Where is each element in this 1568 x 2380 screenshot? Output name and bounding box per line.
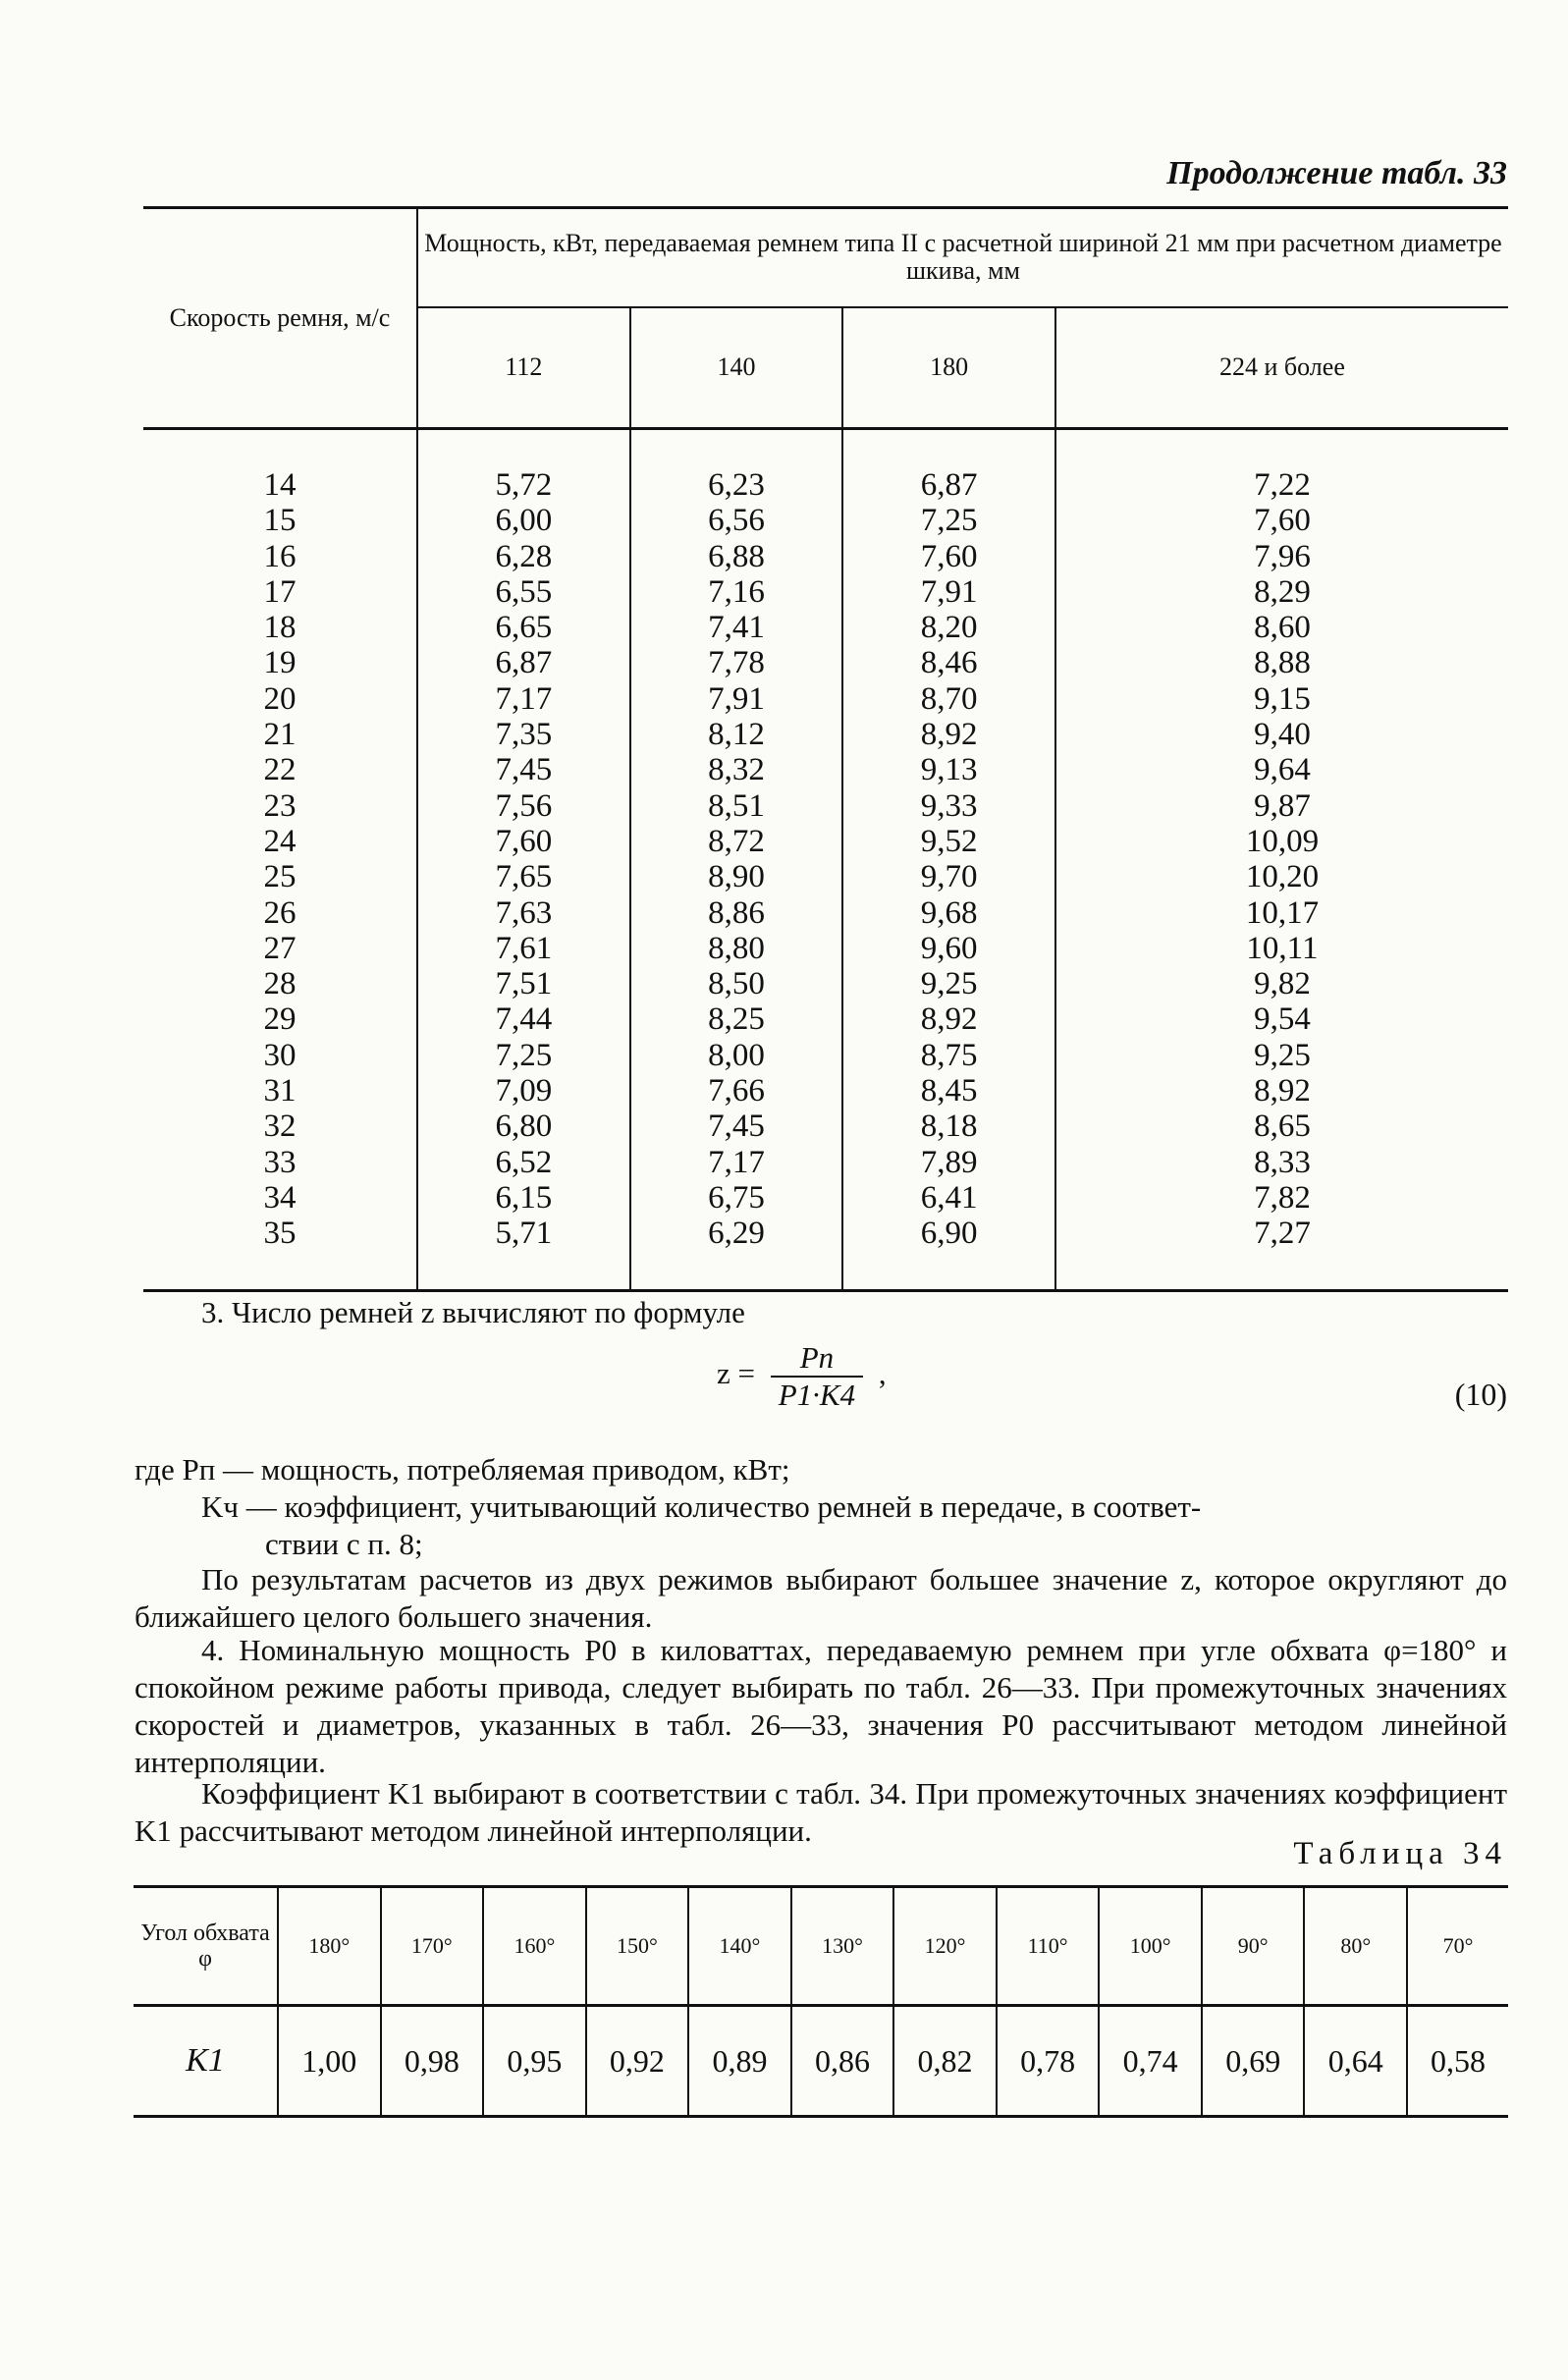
power-cell: 7,17	[630, 1145, 843, 1180]
table-row	[143, 859, 1508, 894]
power-cell: 7,91	[842, 574, 1055, 610]
power-cell: 6,80	[417, 1109, 630, 1144]
power-cell: 8,72	[630, 824, 843, 859]
power-cell: 6,88	[630, 539, 843, 574]
table-row	[143, 610, 1508, 645]
power-cell: 8,20	[842, 610, 1055, 645]
k1-value-cell: 1,00	[278, 2006, 381, 2117]
power-cell: 9,15	[1254, 680, 1311, 717]
power-cell: 7,60	[417, 824, 630, 859]
k1-value-cell: 0,92	[586, 2006, 689, 2117]
speed-cell: 35	[143, 1216, 417, 1290]
power-cell: 6,28	[417, 539, 630, 574]
power-cell: 6,87	[842, 429, 1055, 504]
power-cell: 8,88	[1254, 645, 1311, 681]
angle-cell: 90°	[1202, 1887, 1305, 2006]
speed-header: Скорость ремня, м/с	[143, 208, 417, 429]
angle-cell: 100°	[1099, 1887, 1202, 2006]
power-cell: 8,92	[1254, 1073, 1311, 1109]
speed-cell: 19	[143, 645, 417, 680]
table-34	[134, 1885, 1508, 2118]
power-cell: 6,75	[630, 1180, 843, 1216]
diameter-header: 140	[630, 307, 843, 429]
formula-fraction	[771, 1340, 863, 1413]
k1-value-cell: 0,78	[997, 2006, 1100, 2117]
table-row	[143, 1109, 1508, 1144]
formula-lhs: z =	[717, 1356, 755, 1391]
power-cell: 7,78	[630, 645, 843, 680]
paragraph-4: 4. Номинальную мощность P0 в киловаттах, передаваемую ремнем при угле обхвата φ=180° и спокойном режиме работы привода, следует выбирать по табл. 26—33. При промежуточных значениях скоростей и диаметров, указанных в табл. 26—33, значения P0 рассчитывают методом линейной интерполяции.	[135, 1633, 1507, 1779]
speed-cell: 28	[143, 966, 417, 1001]
power-cell: 7,66	[630, 1073, 843, 1109]
table-row	[143, 717, 1508, 752]
k1-value-cell: 0,82	[893, 2006, 997, 2117]
table-row	[143, 503, 1508, 538]
power-cell: 7,22	[1254, 467, 1311, 503]
speed-cell: 23	[143, 788, 417, 824]
speed-cell: 26	[143, 895, 417, 931]
table-row	[143, 539, 1508, 574]
power-cell: 8,60	[1254, 610, 1311, 646]
power-cell: 5,71	[417, 1216, 630, 1290]
power-cell: 6,00	[417, 503, 630, 538]
table-row	[143, 1145, 1508, 1180]
speed-cell: 14	[143, 429, 417, 504]
speed-cell: 18	[143, 610, 417, 645]
power-cell: 7,89	[842, 1145, 1055, 1180]
power-cell: 9,33	[842, 788, 1055, 824]
power-cell: 9,82	[1254, 966, 1311, 1002]
k1-value-cell: 0,98	[381, 2006, 484, 2117]
power-cell: 8,92	[842, 717, 1055, 752]
power-cell: 7,27	[1254, 1216, 1311, 1252]
table-row	[143, 1073, 1508, 1109]
power-cell: 9,68	[842, 895, 1055, 931]
power-cell: 6,55	[417, 574, 630, 610]
power-cell: 9,60	[842, 931, 1055, 966]
angle-cell: 160°	[483, 1887, 586, 2006]
angle-label: Угол обхвата φ	[134, 1887, 278, 2006]
angle-cell: 140°	[688, 1887, 791, 2006]
table-row	[143, 429, 1508, 504]
power-cell: 7,63	[417, 895, 630, 931]
power-header: Мощность, кВт, передаваемая ремнем типа II с расчетной шириной 21 мм при расчетном диаметре шкива, мм	[417, 208, 1508, 307]
power-cell: 8,80	[630, 931, 843, 966]
power-cell: 6,87	[417, 645, 630, 680]
table-row	[143, 788, 1508, 824]
power-cell: 8,46	[842, 645, 1055, 680]
power-cell: 7,61	[417, 931, 630, 966]
power-cell: 6,15	[417, 1180, 630, 1216]
angle-cell: 150°	[586, 1887, 689, 2006]
power-cell: 8,90	[630, 859, 843, 894]
speed-cell: 30	[143, 1038, 417, 1073]
continuation-title: Продолжение табл. 33	[1166, 155, 1507, 191]
speed-cell: 15	[143, 503, 417, 538]
k1-value-cell: 0,74	[1099, 2006, 1202, 2117]
angle-cell: 180°	[278, 1887, 381, 2006]
speed-cell: 27	[143, 931, 417, 966]
paragraph-3: 3. Число ремней z вычисляют по формуле	[201, 1295, 745, 1329]
speed-cell: 34	[143, 1180, 417, 1216]
speed-cell: 22	[143, 752, 417, 787]
power-cell: 7,96	[1254, 538, 1311, 574]
table-row	[143, 895, 1508, 931]
power-cell: 6,56	[630, 503, 843, 538]
paragraph-results: По результатам расчетов из двух режимов выбирают большее значение z, которое округляют до ближайшего целого большего значения.	[135, 1562, 1507, 1634]
power-cell: 8,45	[842, 1073, 1055, 1109]
equation-number: (10)	[1454, 1377, 1507, 1412]
diameter-header: 224 и более	[1055, 307, 1508, 429]
k1-value-cell: 0,58	[1431, 2042, 1486, 2079]
where-pp: где Pп — мощность, потребляемая приводом, кВт;	[135, 1452, 790, 1487]
power-cell: 8,00	[630, 1038, 843, 1073]
power-cell: 7,25	[417, 1038, 630, 1073]
speed-cell: 17	[143, 574, 417, 610]
power-cell: 7,82	[1254, 1179, 1311, 1216]
table-row	[143, 1038, 1508, 1073]
power-cell: 8,29	[1254, 573, 1311, 610]
table-row	[143, 1180, 1508, 1216]
power-cell: 9,64	[1254, 752, 1311, 788]
power-cell: 9,52	[842, 824, 1055, 859]
power-cell: 8,32	[630, 752, 843, 787]
power-cell: 10,09	[1245, 823, 1320, 859]
power-cell: 10,20	[1245, 859, 1320, 895]
table-row	[143, 752, 1508, 787]
power-cell: 6,90	[842, 1216, 1055, 1290]
power-cell: 8,92	[842, 1001, 1055, 1037]
angle-cell: 70°	[1407, 1887, 1508, 2006]
formula-10	[717, 1340, 887, 1413]
speed-cell: 25	[143, 859, 417, 894]
table-row	[143, 931, 1508, 966]
table-34-k-row	[134, 2006, 1508, 2117]
power-cell: 7,45	[417, 752, 630, 787]
power-cell: 9,54	[1254, 1001, 1311, 1038]
k1-value-cell: 0,69	[1202, 2006, 1305, 2117]
power-cell: 6,52	[417, 1145, 630, 1180]
angle-cell: 130°	[791, 1887, 894, 2006]
speed-cell: 31	[143, 1073, 417, 1109]
power-cell: 8,70	[842, 681, 1055, 717]
angle-cell: 120°	[893, 1887, 997, 2006]
k1-value-cell: 0,86	[791, 2006, 894, 2117]
power-cell: 6,23	[630, 429, 843, 504]
power-cell: 10,11	[1246, 930, 1319, 966]
power-cell: 7,56	[417, 788, 630, 824]
k1-value-cell: 0,89	[688, 2006, 791, 2117]
table-34-header-row	[134, 1887, 1508, 2006]
power-cell: 8,86	[630, 895, 843, 931]
speed-cell: 16	[143, 539, 417, 574]
where-kz-line-2: ствии с п. 8;	[265, 1527, 423, 1561]
k1-value-cell: 0,95	[483, 2006, 586, 2117]
table-33-body	[143, 429, 1508, 1291]
power-cell: 6,41	[842, 1180, 1055, 1216]
power-cell: 9,13	[842, 752, 1055, 787]
table-row	[143, 966, 1508, 1001]
power-cell: 7,09	[417, 1073, 630, 1109]
power-cell: 9,25	[842, 966, 1055, 1001]
power-cell: 7,65	[417, 859, 630, 894]
table-row	[143, 574, 1508, 610]
angle-cell: 170°	[381, 1887, 484, 2006]
formula-numerator: Pп	[771, 1340, 863, 1378]
k1-value-cell: 0,64	[1304, 2006, 1407, 2117]
speed-cell: 33	[143, 1145, 417, 1180]
where-kz-line-1: Kч — коэффициент, учитывающий количество ремней в передаче, в соответ-	[201, 1489, 1202, 1524]
speed-cell: 29	[143, 1001, 417, 1037]
power-cell: 10,17	[1245, 894, 1320, 931]
power-cell: 7,44	[417, 1001, 630, 1037]
power-cell: 7,91	[630, 681, 843, 717]
power-cell: 8,65	[1254, 1109, 1311, 1145]
power-cell: 7,25	[842, 503, 1055, 538]
power-cell: 7,35	[417, 717, 630, 752]
power-cell: 9,87	[1254, 787, 1311, 824]
power-cell: 6,65	[417, 610, 630, 645]
speed-cell: 32	[143, 1109, 417, 1144]
power-cell: 8,25	[630, 1001, 843, 1037]
table-row	[143, 645, 1508, 680]
power-cell: 8,51	[630, 788, 843, 824]
speed-cell: 24	[143, 824, 417, 859]
power-cell: 8,12	[630, 717, 843, 752]
table-33	[143, 206, 1508, 1292]
power-cell: 8,18	[842, 1109, 1055, 1144]
power-cell: 7,16	[630, 574, 843, 610]
power-cell: 9,70	[842, 859, 1055, 894]
power-cell: 7,41	[630, 610, 843, 645]
power-cell: 7,45	[630, 1109, 843, 1144]
power-cell: 7,60	[1254, 503, 1311, 539]
diameter-header: 112	[417, 307, 630, 429]
power-cell: 7,51	[417, 966, 630, 1001]
speed-cell: 21	[143, 717, 417, 752]
k1-label: K1	[134, 2006, 278, 2117]
power-cell: 9,40	[1254, 717, 1311, 753]
table-row	[143, 681, 1508, 717]
angle-cell: 80°	[1304, 1887, 1407, 2006]
paragraph-k1: Коэффициент K1 выбирают в соответствии с табл. 34. При промежуточных значениях коэффициент K1 рассчитывают методом линейной интерполяции.	[135, 1776, 1507, 1848]
power-cell: 7,17	[417, 681, 630, 717]
power-cell: 8,75	[842, 1038, 1055, 1073]
table-34-title: Таблица 34	[1293, 1836, 1507, 1871]
angle-cell: 110°	[997, 1887, 1100, 2006]
speed-cell: 20	[143, 681, 417, 717]
table-row	[143, 1216, 1508, 1290]
power-cell: 7,60	[842, 539, 1055, 574]
power-cell: 9,25	[1254, 1037, 1311, 1073]
formula-denominator: P1·K4	[778, 1378, 856, 1412]
formula-comma: ,	[878, 1356, 887, 1391]
power-cell: 5,72	[417, 429, 630, 504]
table-row	[143, 1001, 1508, 1037]
power-cell: 8,33	[1254, 1144, 1311, 1180]
power-cell: 6,29	[630, 1216, 843, 1290]
diameter-header: 180	[842, 307, 1055, 429]
power-cell: 8,50	[630, 966, 843, 1001]
table-row	[143, 824, 1508, 859]
